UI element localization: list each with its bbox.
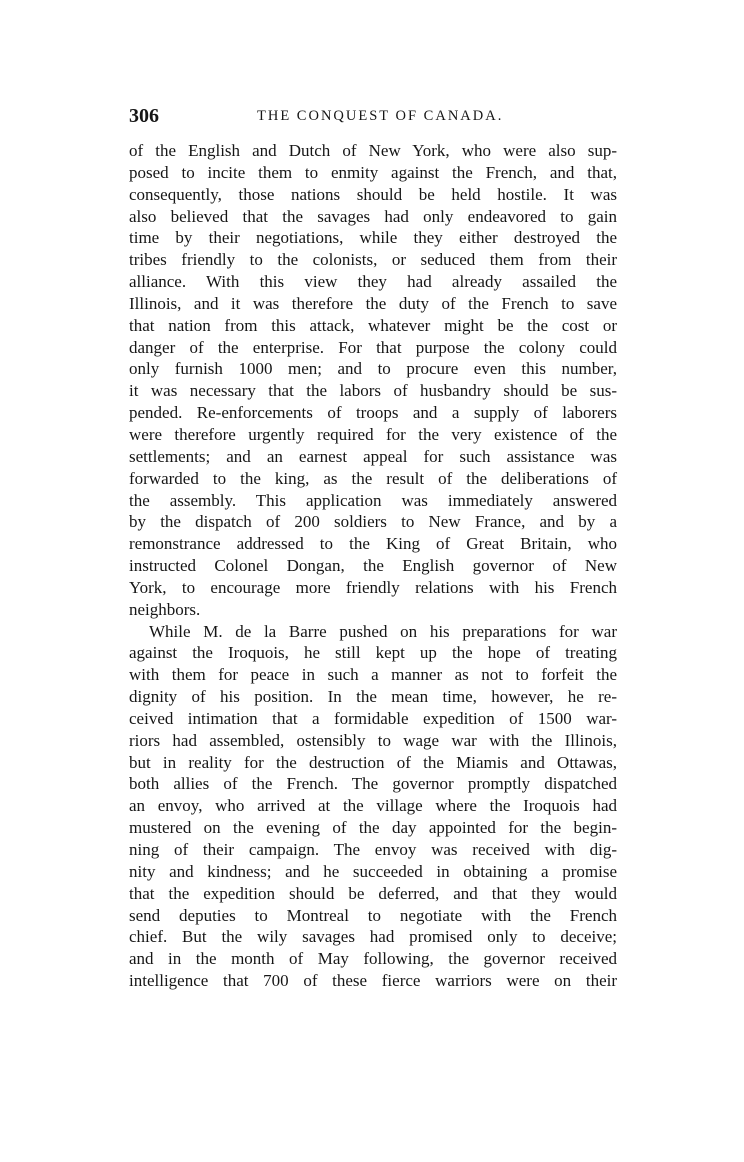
text-line: nity and kindness; and he succeeded in obtaining a promise — [129, 861, 617, 881]
text-line: remonstrance addressed to the King of Great Britain, who — [129, 534, 617, 554]
text-line: were therefore urgently required for the very existence of the — [129, 424, 617, 444]
text-line: instructed Colonel Dongan, the English governor of New — [129, 556, 617, 576]
text-line: time by their negotiations, while they either destroyed the — [129, 228, 617, 248]
text-line: While M. de la Barre pushed on his preparations for war — [149, 621, 617, 641]
text-line: York, to encourage more friendly relations with his French — [129, 577, 617, 597]
text-line: mustered on the evening of the day appointed for the begin- — [129, 818, 617, 838]
text-line: by the dispatch of 200 soldiers to New France, and by a — [129, 512, 617, 532]
text-line: it was necessary that the labors of husbandry should be sus- — [129, 381, 617, 401]
text-line: that the expedition should be deferred, and that they would — [129, 883, 617, 903]
text-line: settlements; and an earnest appeal for such assistance was — [129, 446, 617, 466]
page-number: 306 — [129, 105, 159, 127]
text-line: ceived intimation that a formidable expedition of 1500 war- — [129, 708, 617, 728]
text-line: alliance. With this view they had already assailed the — [129, 272, 617, 292]
text-line: consequently, those nations should be held hostile. It was — [129, 184, 617, 204]
text-line: both allies of the French. The governor promptly dispatched — [129, 774, 617, 794]
text-line: an envoy, who arrived at the village where the Iroquois had — [129, 796, 617, 816]
text-line: pended. Re-enforcements of troops and a supply of laborers — [129, 403, 617, 423]
text-line: also believed that the savages had only endeavored to gain — [129, 206, 617, 226]
page-header — [129, 105, 619, 129]
text-line: intelligence that 700 of these fierce warriors were on their — [129, 971, 617, 991]
text-line: Illinois, and it was therefore the duty of the French to save — [129, 293, 617, 313]
text-line: the assembly. This application was immediately answered — [129, 490, 617, 510]
text-line: riors had assembled, ostensibly to wage war with the Illinois, — [129, 730, 617, 750]
text-line: against the Iroquois, he still kept up the hope of treating — [129, 643, 617, 663]
text-line: dignity of his position. In the mean time, however, he re- — [129, 687, 617, 707]
text-line: forwarded to the king, as the result of the deliberations of — [129, 468, 617, 488]
text-line: with them for peace in such a manner as not to forfeit the — [129, 665, 617, 685]
text-line: only furnish 1000 men; and to procure even this number, — [129, 359, 617, 379]
text-line: and in the month of May following, the governor received — [129, 949, 617, 969]
text-line: posed to incite them to enmity against the French, and that, — [129, 162, 617, 182]
text-line: danger of the enterprise. For that purpose the colony could — [129, 337, 617, 357]
text-line: of the English and Dutch of New York, who were also sup- — [129, 141, 617, 160]
text-line: ning of their campaign. The envoy was received with dig- — [129, 840, 617, 859]
body-text — [129, 140, 617, 992]
text-line: chief. But the wily savages had promised only to deceive; — [129, 927, 617, 947]
text-line: but in reality for the destruction of the Miamis and Ottawas, — [129, 752, 617, 772]
text-line: send deputies to Montreal to negotiate with the French — [129, 905, 617, 925]
text-line: neighbors. — [129, 599, 201, 619]
text-line: that nation from this attack, whatever might be the cost or — [129, 315, 617, 335]
text-line: tribes friendly to the colonists, or seduced them from their — [129, 250, 617, 270]
running-title: THE CONQUEST OF CANADA. — [257, 108, 504, 124]
